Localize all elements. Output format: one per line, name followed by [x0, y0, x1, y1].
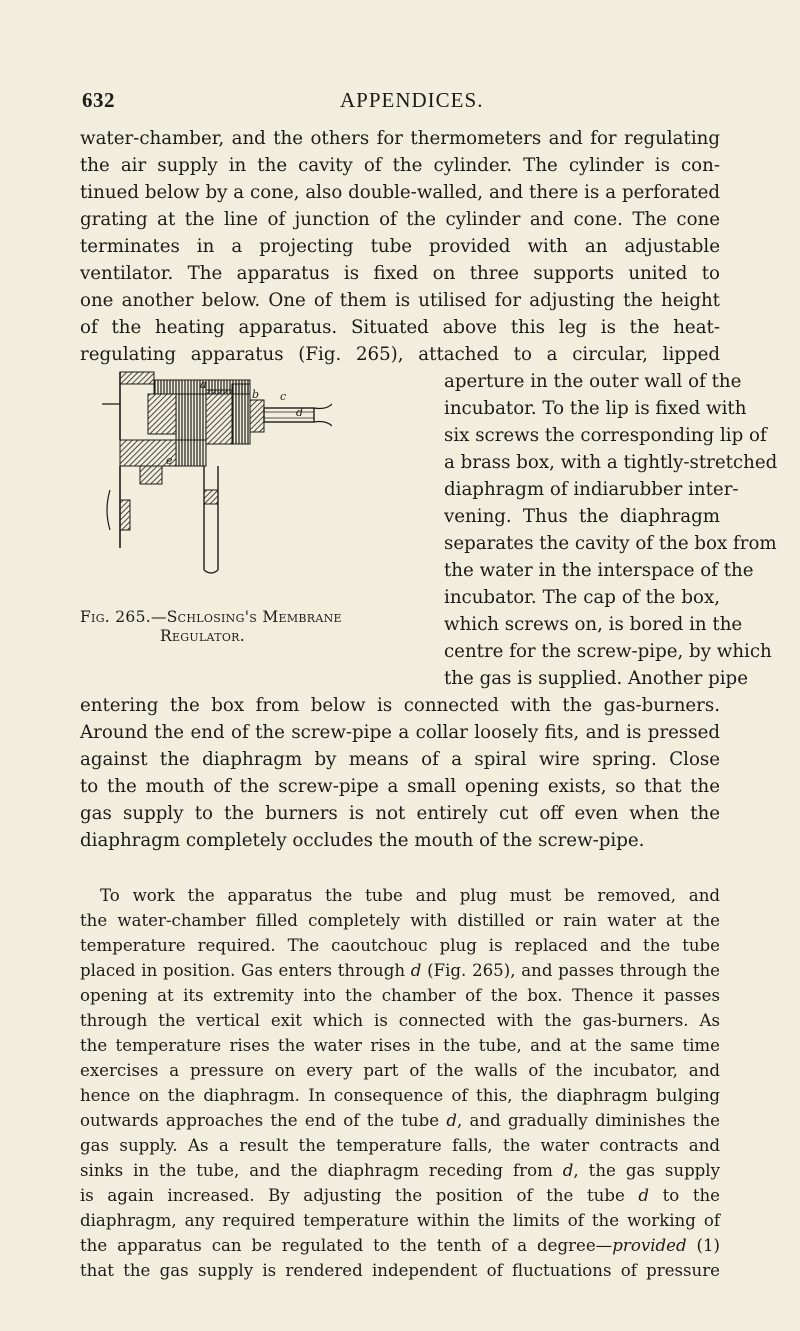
text-line-small: To work the apparatus the tube and plug must be removed, and [100, 886, 720, 905]
text-line-small: exercises a pressure on every part of the walls of the incubator, and [80, 1061, 720, 1080]
text-line: against the diaphragm by means of a spiral wire spring. Close [80, 749, 720, 770]
text-line-small: outwards approaches the end of the tube d, and gradually diminishes the [80, 1111, 720, 1130]
text-line-side: the gas is supplied. Another pipe [444, 668, 748, 689]
figure-letter: c [280, 390, 287, 403]
text-line-small: placed in position. Gas enters through d (Fig. 265), and passes through the [80, 961, 720, 980]
figure-caption [80, 608, 436, 626]
text-line-small: sinks in the tube, and the diaphragm receding from d, the gas supply [80, 1161, 720, 1180]
text-line-small: opening at its extremity into the chamber of the box. Thence it passes [80, 986, 720, 1005]
text-line-small: temperature required. The caoutchouc plug is replaced and the tube [80, 936, 720, 955]
text-line: water-chamber, and the others for thermometers and for regulating [80, 128, 720, 149]
text-line-small: that the gas supply is rendered independent of fluctuations of pressure [80, 1261, 720, 1280]
text-line-side: aperture in the outer wall of the [444, 371, 742, 392]
figure-letter: a [200, 378, 207, 391]
text-line-small: is again increased. By adjusting the position of the tube d to the [80, 1186, 720, 1205]
text-line-side: vening. Thus the diaphragm [444, 506, 720, 527]
text-line-side: incubator. To the lip is fixed with [444, 398, 747, 419]
caption-text: Fig. 265.—Schlosing's Membrane [80, 608, 342, 626]
text-line-side: diaphragm of indiarubber inter- [444, 479, 739, 500]
page-number: 632 [82, 88, 115, 112]
text-line-small: gas supply. As a result the temperature falls, the water contracts and [80, 1136, 720, 1155]
figure-caption-cont [160, 627, 245, 645]
text-line: entering the box from below is connected with the gas-burners. [80, 695, 720, 716]
text-line: the air supply in the cavity of the cylinder. The cylinder is con- [80, 155, 720, 176]
text-line-side: incubator. The cap of the box, [444, 587, 720, 608]
text-line: regulating apparatus (Fig. 265), attached to a circular, lipped [80, 344, 720, 365]
page-header [82, 88, 722, 118]
figure-265-membrane-regulator [100, 370, 332, 580]
text-line: terminates in a projecting tube provided with an adjustable [80, 236, 720, 257]
text-line: tinued below by a cone, also double-walled, and there is a perforated [80, 182, 720, 203]
text-line: gas supply to the burners is not entirely cut off even when the [80, 803, 720, 824]
regulator-illustration [100, 370, 332, 580]
figure-letter: d [296, 406, 304, 419]
text-line: diaphragm completely occludes the mouth of the screw-pipe. [80, 830, 645, 851]
text-line-side: centre for the screw-pipe, by which [444, 641, 772, 662]
text-line-small: through the vertical exit which is connected with the gas-burners. As [80, 1011, 720, 1030]
text-line-small: the temperature rises the water rises in the tube, and at the same time [80, 1036, 720, 1055]
text-line-small: the apparatus can be regulated to the tenth of a degree—provided (1) [80, 1236, 720, 1255]
text-line: one another below. One of them is utilised for adjusting the height [80, 290, 720, 311]
text-line-side: six screws the corresponding lip of [444, 425, 767, 446]
text-line-side: the water in the interspace of the [444, 560, 754, 581]
text-line-small: the water-chamber filled completely with distilled or rain water at the [80, 911, 720, 930]
text-line-small: diaphragm, any required temperature within the limits of the working of [80, 1211, 720, 1230]
caption-text-cont: Regulator. [160, 627, 245, 645]
running-head: APPENDICES. [340, 88, 484, 112]
text-line: grating at the line of junction of the cylinder and cone. The cone [80, 209, 720, 230]
text-line-side: which screws on, is bored in the [444, 614, 743, 635]
text-line-side: separates the cavity of the box from [444, 533, 777, 554]
text-line: Around the end of the screw-pipe a collar loosely fits, and is pressed [80, 722, 720, 743]
figure-letter: b [252, 388, 260, 401]
text-line: to the mouth of the screw-pipe a small opening exists, so that the [80, 776, 720, 797]
text-line: of the heating apparatus. Situated above this leg is the heat- [80, 317, 720, 338]
text-line-side: a brass box, with a tightly-stretched [444, 452, 778, 473]
text-line-small: hence on the diaphragm. In consequence of this, the diaphragm bulging [80, 1086, 720, 1105]
text-line: ventilator. The apparatus is fixed on three supports united to [80, 263, 720, 284]
figure-letter: e [166, 454, 173, 467]
